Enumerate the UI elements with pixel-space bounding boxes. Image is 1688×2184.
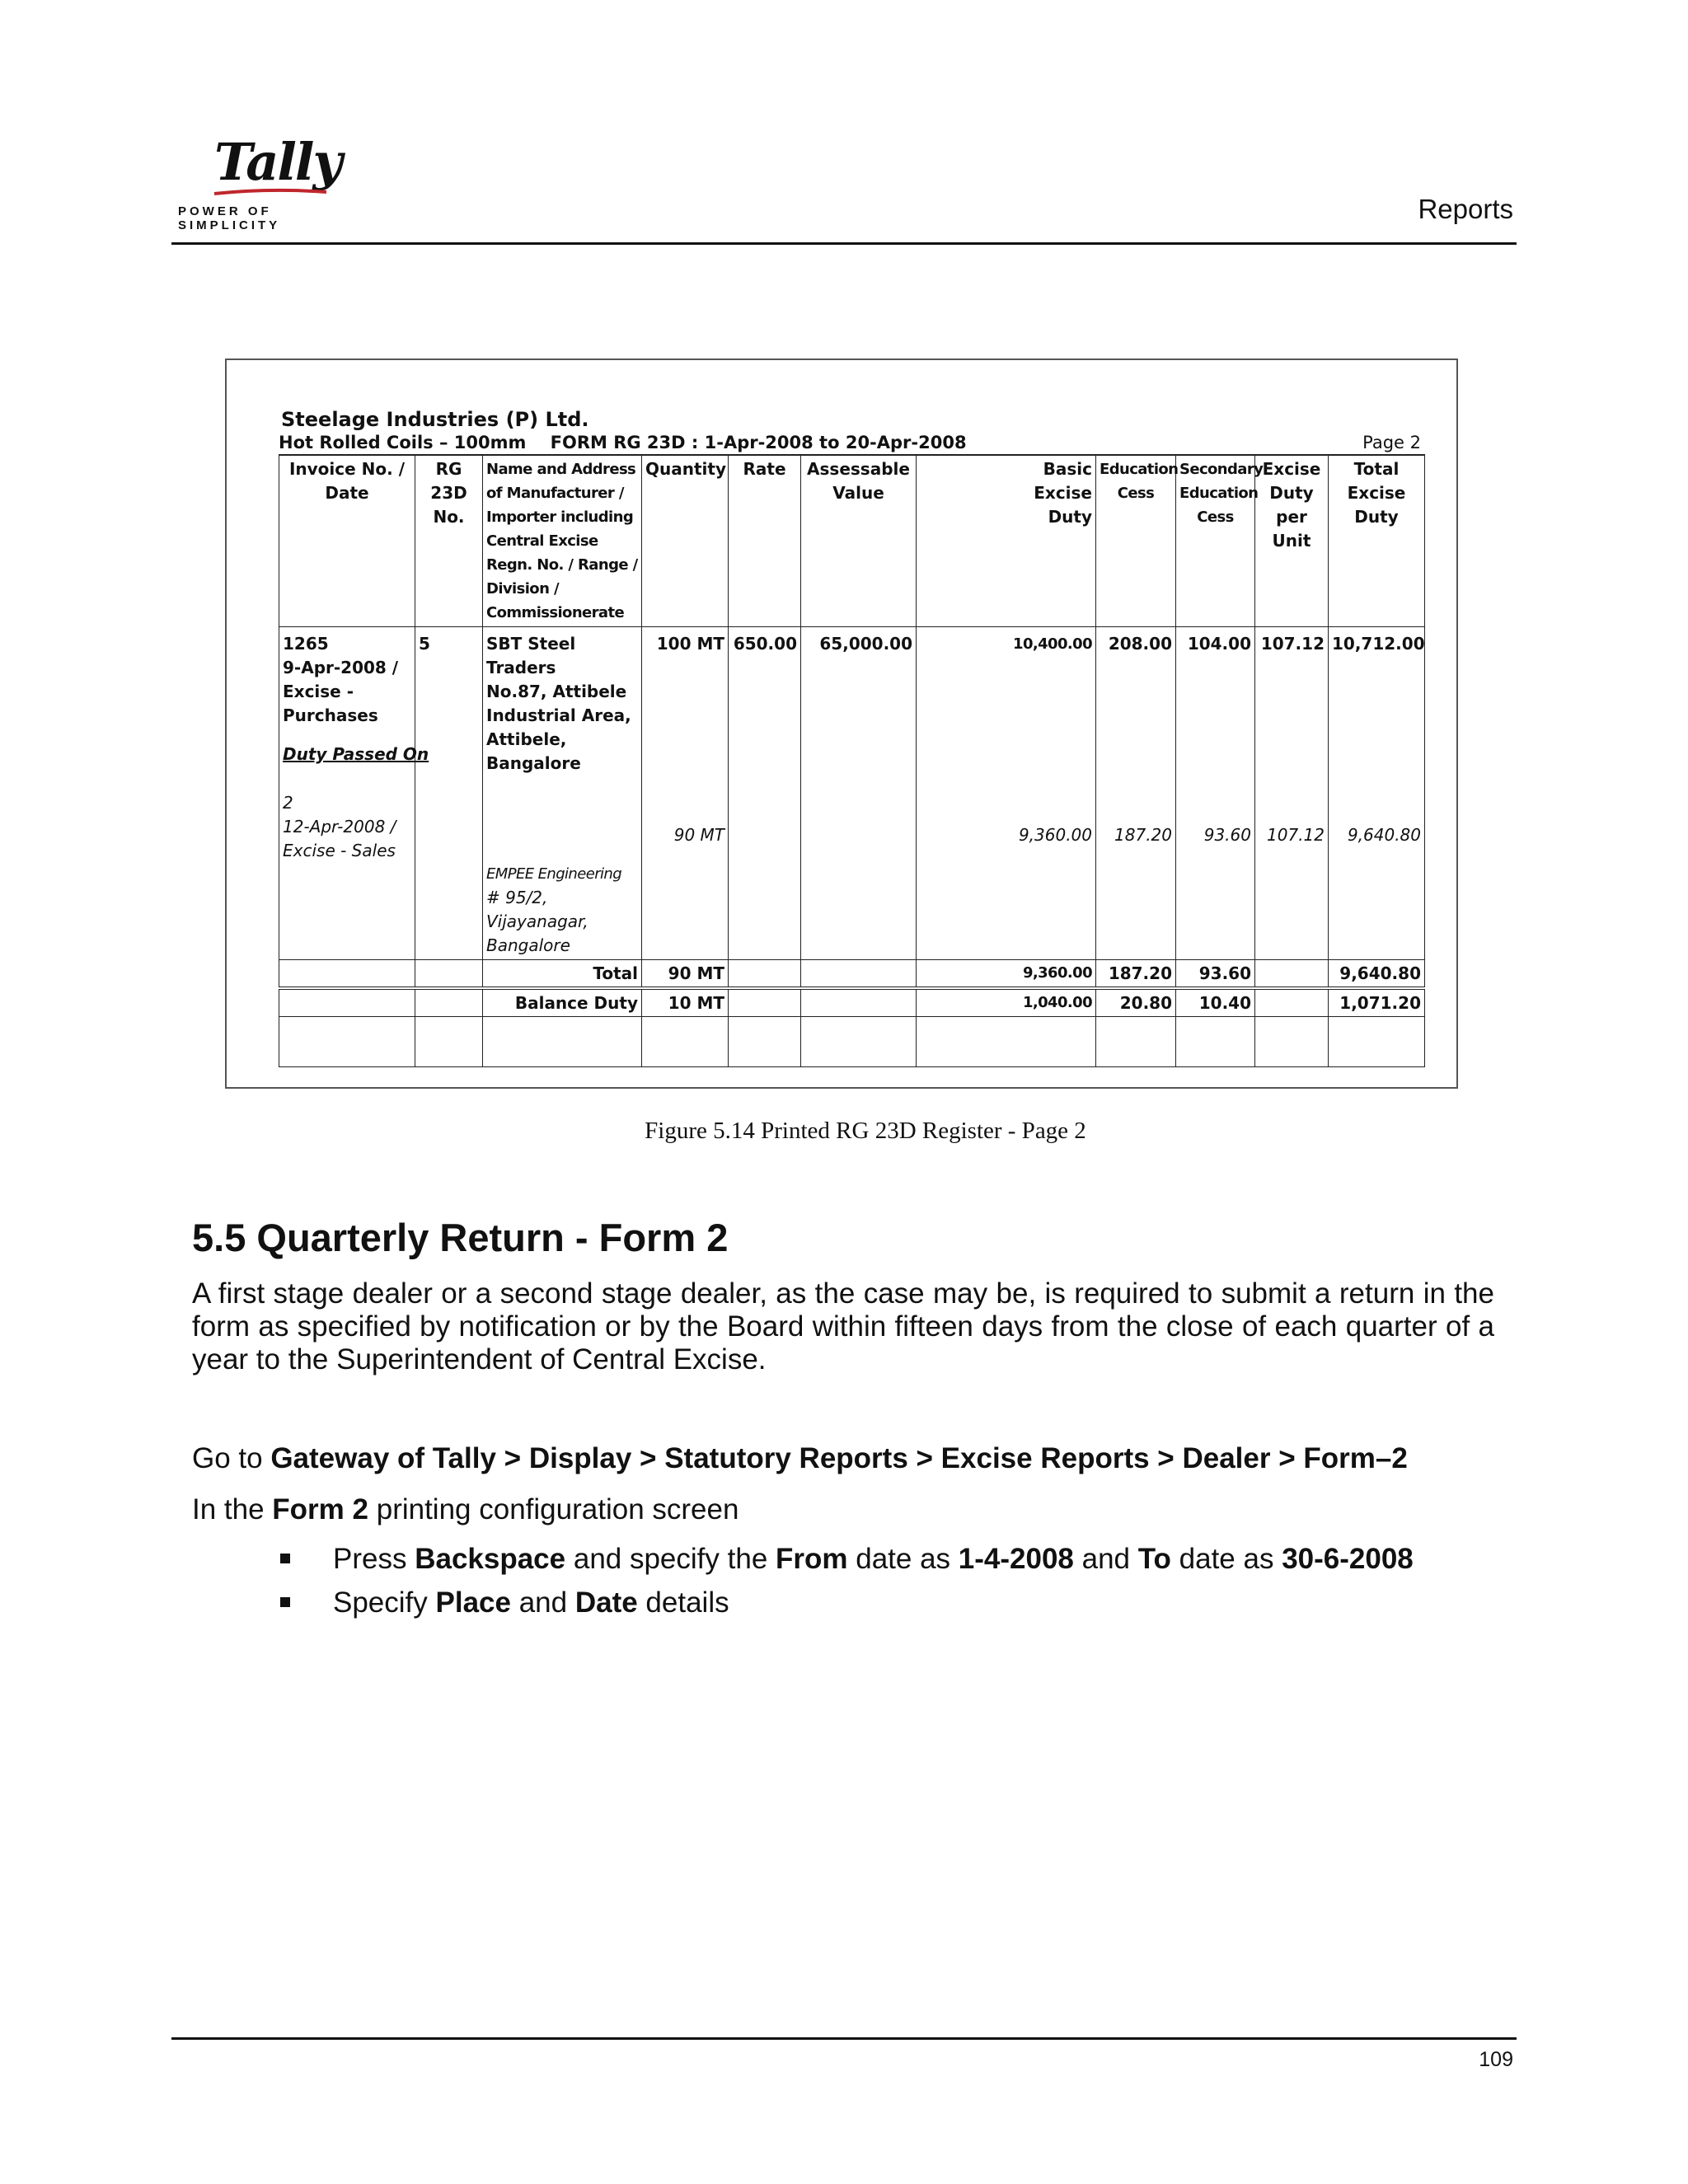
sale-secondary-cess: 93.60	[1203, 825, 1251, 845]
total-education-cess: 187.20	[1096, 960, 1176, 989]
bullet2-bold: Place	[435, 1586, 511, 1619]
header-section-title: Reports	[1418, 194, 1513, 224]
bullet-item-1	[280, 1543, 1414, 1576]
total-row	[279, 960, 1425, 989]
total-quantity: 90 MT	[642, 960, 729, 989]
bullet1-bold: 1-4-2008	[958, 1543, 1074, 1575]
nav-prefix: Go to	[192, 1442, 271, 1474]
logo-swoosh-icon	[213, 188, 328, 196]
bullet1-text: and	[1073, 1543, 1138, 1575]
config-instruction	[192, 1493, 738, 1526]
logo-tagline: POWER OF SIMPLICITY	[178, 204, 281, 232]
col-basic-excise: Basic Excise Duty	[917, 455, 1096, 627]
voucher-type-2: Purchases	[283, 705, 378, 725]
navigation-instruction	[192, 1442, 1408, 1475]
sale-party-name: EMPEE Engineering	[486, 865, 622, 883]
secondary-cess-cell	[1176, 627, 1255, 960]
form-title: FORM RG 23D : 1-Apr-2008 to 20-Apr-2008	[550, 433, 967, 452]
page-label: Page 2	[1362, 433, 1421, 452]
balance-education-cess: 20.80	[1096, 988, 1176, 1017]
total-basic-excise: 9,360.00	[917, 960, 1096, 989]
balance-row	[279, 988, 1425, 1017]
bullet1-bold: From	[776, 1543, 848, 1575]
basic-excise-cell	[917, 627, 1096, 960]
rate-cell: 650.00	[729, 627, 801, 960]
intro-paragraph: A first stage dealer or a second stage dealer, as the case may be, is required to submit a return in the form as specified by notification or by the Board within fifteen days from the close of each quarter of a year to the Superintendent of Central Excise.	[192, 1277, 1494, 1376]
bullet2-text: Specify	[333, 1586, 436, 1619]
header-rule	[171, 242, 1517, 245]
total-label: Total	[483, 960, 642, 989]
purchase-duty-per-unit: 107.12	[1260, 634, 1325, 654]
sale-basic-excise: 9,360.00	[1018, 825, 1092, 845]
bullet1-bold: Backspace	[415, 1543, 566, 1575]
bullet1-text: date as	[1170, 1543, 1282, 1575]
sale-duty-per-unit: 107.12	[1267, 825, 1325, 845]
config-prefix: In the	[192, 1493, 273, 1526]
invoice-date: 9-Apr-2008 /	[283, 658, 399, 677]
bullet2-bold: Date	[574, 1586, 638, 1619]
sale-education-cess: 187.20	[1114, 825, 1172, 845]
purchase-education-cess: 208.00	[1108, 634, 1172, 654]
purchase-basic-excise: 10,400.00	[1013, 635, 1092, 653]
col-rate: Rate	[729, 455, 801, 627]
sale-voucher-type: Excise - Sales	[283, 841, 396, 860]
balance-total-excise: 1,071.20	[1329, 988, 1425, 1017]
sale-quantity: 90 MT	[673, 825, 724, 845]
total-excise-cell	[1329, 627, 1425, 960]
sale-address-1: # 95/2,	[486, 888, 548, 907]
balance-quantity: 10 MT	[642, 988, 729, 1017]
duty-per-unit-cell	[1255, 627, 1329, 960]
quantity-cell	[642, 627, 729, 960]
balance-label: Balance Duty	[483, 988, 642, 1017]
col-rg23d: RG 23D No.	[415, 455, 483, 627]
bullet-item-2	[280, 1586, 729, 1619]
party-name: SBT Steel Traders	[486, 634, 576, 677]
bullet2-text: and	[510, 1586, 575, 1619]
invoice-cell	[279, 627, 429, 960]
purchase-total-excise: 10,712.00	[1332, 634, 1425, 654]
col-total-excise: Total Excise Duty	[1329, 455, 1425, 627]
section-heading: 5.5 Quarterly Return - Form 2	[192, 1216, 729, 1259]
config-suffix: printing configuration screen	[368, 1493, 739, 1526]
bullet1-bold: 30-6-2008	[1282, 1543, 1414, 1575]
sale-date: 12-Apr-2008 /	[283, 817, 396, 837]
balance-basic-excise: 1,040.00	[917, 988, 1096, 1017]
duty-passed-label: Duty Passed On	[283, 744, 429, 764]
header-row	[279, 455, 1425, 627]
config-form-name: Form 2	[272, 1493, 368, 1526]
col-education-cess: Education Cess	[1096, 455, 1176, 627]
table-row	[279, 627, 1425, 960]
purchase-quantity: 100 MT	[656, 634, 724, 654]
figure-frame	[225, 359, 1458, 1089]
party-cell	[483, 627, 642, 960]
bullet2-text: details	[637, 1586, 729, 1619]
figure-caption: Figure 5.14 Printed RG 23D Register - Page 2	[645, 1118, 1086, 1144]
bullet1-bold: To	[1137, 1543, 1171, 1575]
bullet1-text: and specify the	[565, 1543, 776, 1575]
sale-invoice-no: 2	[283, 793, 293, 813]
rg23d-report	[279, 408, 1424, 1067]
party-address-4: Bangalore	[486, 753, 581, 773]
register-table	[279, 454, 1425, 1067]
col-duty-per-unit: Excise Duty per Unit	[1255, 455, 1329, 627]
total-secondary-cess: 93.60	[1176, 960, 1255, 989]
voucher-type: Excise -	[283, 682, 354, 701]
bullet-square-icon	[280, 1554, 290, 1563]
sale-address-2: Vijayanagar,	[486, 912, 588, 931]
col-quantity: Quantity	[642, 455, 729, 627]
item-name: Hot Rolled Coils – 100mm	[279, 433, 527, 452]
invoice-no: 1265	[283, 634, 329, 654]
purchase-secondary-cess: 104.00	[1187, 634, 1251, 654]
assessable-cell: 65,000.00	[801, 627, 917, 960]
empty-row	[279, 1017, 1425, 1067]
sale-address-3: Bangalore	[486, 935, 570, 955]
bullet-square-icon	[280, 1597, 290, 1607]
sale-total-excise: 9,640.80	[1347, 825, 1421, 845]
party-address-2: Industrial Area,	[486, 705, 631, 725]
total-total-excise: 9,640.80	[1329, 960, 1425, 989]
balance-secondary-cess: 10.40	[1176, 988, 1255, 1017]
nav-path: Gateway of Tally > Display > Statutory Reports > Excise Reports > Dealer > Form–2	[270, 1442, 1408, 1474]
col-invoice: Invoice No. / Date	[279, 455, 415, 627]
party-address-3: Attibele,	[486, 729, 567, 749]
bullet1-text: Press	[333, 1543, 415, 1575]
company-name: Steelage Industries (P) Ltd.	[281, 408, 589, 431]
footer-rule	[171, 2037, 1517, 2040]
education-cess-cell	[1096, 627, 1176, 960]
party-address-1: No.87, Attibele	[486, 682, 627, 701]
bullet1-text: date as	[847, 1543, 959, 1575]
report-subtitle	[279, 431, 1424, 454]
page-number: 109	[1479, 2048, 1513, 2071]
logo-wordmark: Tally	[214, 132, 341, 192]
col-name-address: Name and Address of Manufacturer / Importer including Central Excise Regn. No. / Range / Division / Commissionerate	[483, 455, 642, 627]
col-secondary-cess: Secondary Education Cess	[1176, 455, 1255, 627]
rg23d-no: 5	[415, 627, 483, 960]
col-assessable: Assessable Value	[801, 455, 917, 627]
tally-logo	[171, 132, 369, 232]
